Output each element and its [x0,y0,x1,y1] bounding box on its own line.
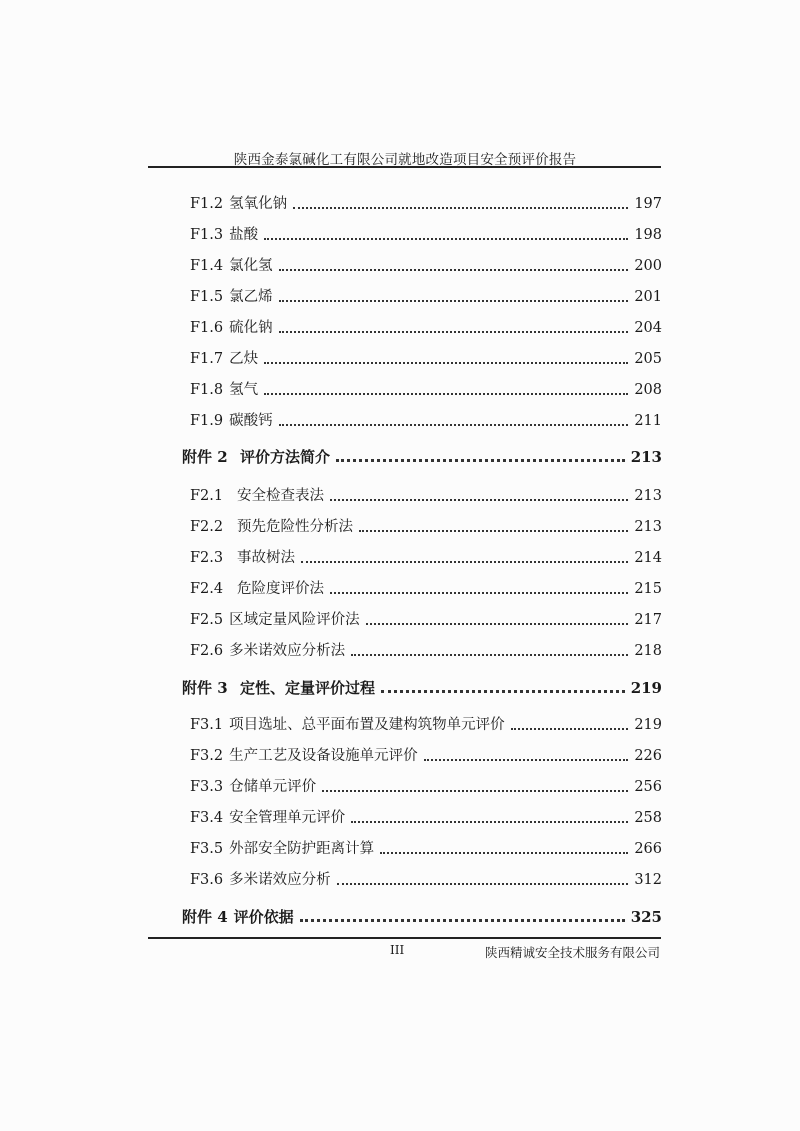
toc-entry-title: 仓储单元评价 [229,779,317,795]
toc-dot-leader [337,883,629,885]
toc-dot-leader [301,561,628,563]
toc-entry-page: 213 [634,519,662,535]
toc-dot-leader [330,592,628,594]
toc-entry-page: 214 [634,550,662,566]
toc-entry-page: 226 [634,748,662,764]
toc-dot-leader [322,790,628,792]
toc-entry[interactable] [190,315,662,337]
toc-entry-appendix[interactable] [182,904,662,926]
toc-entry-page: 198 [634,227,662,243]
toc-dot-leader [511,728,629,730]
toc-entry-page: 213 [630,448,662,466]
footer-page-number: III [390,943,405,957]
toc-entry-appendix[interactable] [182,444,662,466]
toc-entry-number: F2.1 [190,488,224,504]
toc-entry[interactable] [190,346,662,368]
toc-entry-number: F1.7 [190,351,224,367]
toc-entry-number: F2.3 [190,550,224,566]
toc-entry-number: F1.4 [190,258,224,274]
toc-entry-title: 区域定量风险评价法 [229,612,360,628]
toc-dot-leader [279,269,629,271]
toc-entry-number: F3.1 [190,717,224,733]
toc-entry[interactable] [190,743,662,765]
toc-entry-number: F3.6 [190,872,224,888]
toc-entry-title: 碳酸钙 [229,413,273,429]
toc-entry-title: 外部安全防护距离计算 [229,841,375,857]
toc-entry-number: F2.6 [190,643,224,659]
toc-entry-page: 218 [634,643,662,659]
toc-entry-page: 211 [634,413,662,429]
toc-entry[interactable] [190,377,662,399]
toc-entry[interactable] [190,253,662,275]
header-divider [148,166,661,168]
toc-entry-page: 200 [634,258,662,274]
toc-entry-title: 项目选址、总平面布置及建构筑物单元评价 [229,717,505,733]
toc-entry-page: 215 [634,581,662,597]
toc-entry-number: 附件 2 [182,448,228,466]
toc-dot-leader [424,759,629,761]
toc-entry-title: 预先危险性分析法 [237,519,353,535]
toc-entry-title: 生产工艺及设备设施单元评价 [229,748,418,764]
toc-entry-page: 219 [634,717,662,733]
toc-dot-leader [336,459,625,462]
toc-entry-title: 安全管理单元评价 [229,810,346,826]
toc-entry-page: 219 [630,679,662,697]
footer-divider [148,937,661,939]
toc-dot-leader [279,300,629,302]
toc-entry[interactable] [190,712,662,734]
toc-entry[interactable] [190,222,662,244]
toc-entry-title: 乙炔 [229,351,259,367]
toc-entry-number: F2.2 [190,519,224,535]
toc-entry-number: F1.9 [190,413,224,429]
toc-entry-title: 氯化氢 [229,258,273,274]
toc-entry[interactable] [190,408,662,430]
toc-dot-leader [359,530,628,532]
toc-entry-page: 258 [634,810,662,826]
toc-entry-number: F3.2 [190,748,224,764]
toc-entry-page: 197 [634,196,662,212]
toc-entry[interactable] [190,514,662,536]
toc-dot-leader [264,393,628,395]
toc-dot-leader [264,362,628,364]
toc-entry-number: F1.2 [190,196,224,212]
toc-entry-title: 多米诺效应分析法 [229,643,346,659]
toc-entry-appendix[interactable] [182,675,662,697]
toc-entry-title: 氢气 [229,382,259,398]
toc-dot-leader [279,331,629,333]
toc-entry-title: 定性、定量评价过程 [240,679,376,697]
toc-entry-number: F1.8 [190,382,224,398]
toc-dot-leader [293,207,628,209]
toc-entry[interactable] [190,191,662,213]
toc-entry-title: 事故树法 [237,550,295,566]
toc-entry-page: 266 [634,841,662,857]
toc-entry-number: F1.3 [190,227,224,243]
toc-entry-title: 氯乙烯 [229,289,273,305]
toc-entry[interactable] [190,638,662,660]
toc-entry-title: 评价依据 [233,908,294,926]
toc-entry-page: 201 [634,289,662,305]
toc-entry[interactable] [190,774,662,796]
toc-entry-number: F2.4 [190,581,224,597]
toc-dot-leader [380,852,628,854]
toc-entry-page: 312 [634,872,662,888]
toc-entry[interactable] [190,607,662,629]
toc-entry-page: 204 [634,320,662,336]
toc-entry-title: 危险度评价法 [237,581,324,597]
toc-entry-title: 硫化钠 [229,320,273,336]
toc-dot-leader [366,623,629,625]
toc-entry-number: F3.4 [190,810,224,826]
toc-entry-title: 氢氧化钠 [229,196,288,212]
toc-entry-page: 205 [634,351,662,367]
toc-entry[interactable] [190,805,662,827]
toc-dot-leader [300,919,625,922]
footer-organization: 陕西精诚安全技术服务有限公司 [484,945,660,960]
toc-dot-leader [351,654,628,656]
toc-entry-number: F3.5 [190,841,224,857]
toc-entry[interactable] [190,545,662,567]
toc-entry-page: 208 [634,382,662,398]
toc-entry-number: F1.5 [190,289,224,305]
toc-entry-title: 安全检查表法 [237,488,324,504]
toc-entry-number: F1.6 [190,320,224,336]
toc-entry-page: 213 [634,488,662,504]
toc-entry-page: 217 [634,612,662,628]
toc-entry-title: 多米诺效应分析 [229,872,331,888]
toc-dot-leader [351,821,628,823]
toc-dot-leader [381,690,625,693]
toc-entry[interactable] [190,284,662,306]
page-header-title: 陕西金泰氯碱化工有限公司就地改造项目安全预评价报告 [233,152,577,168]
toc-entry-page: 256 [634,779,662,795]
toc-dot-leader [279,424,629,426]
toc-entry-number: F2.5 [190,612,224,628]
toc-entry-page: 325 [630,908,662,926]
toc-entry-title: 盐酸 [229,227,259,243]
toc-entry[interactable] [190,867,662,889]
toc-entry-title: 评价方法简介 [240,448,331,466]
toc-dot-leader [264,238,628,240]
toc-entry[interactable] [190,576,662,598]
toc-entry-number: 附件 4 [182,908,228,926]
toc-entry-number: 附件 3 [182,679,228,697]
toc-dot-leader [330,499,628,501]
toc-entry[interactable] [190,483,662,505]
toc-entry[interactable] [190,836,662,858]
toc-entry-number: F3.3 [190,779,224,795]
